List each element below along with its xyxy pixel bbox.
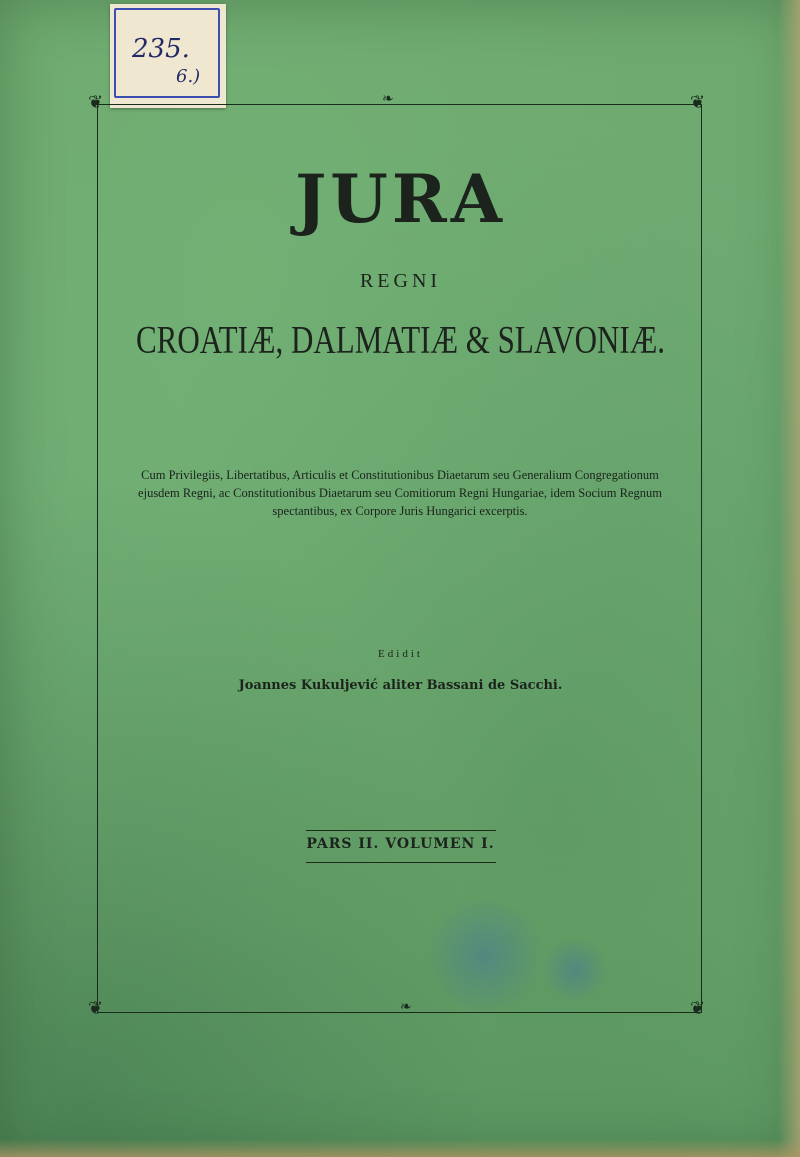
edidit-label: Edidit (378, 648, 423, 660)
scroll-ornament-icon: ❧ (400, 999, 412, 1015)
cover-countries: CROATIÆ, DALMATIÆ & SLAVONIÆ. (135, 317, 666, 362)
scroll-ornament-icon: ❧ (382, 91, 394, 107)
volume-rule-bottom (306, 862, 496, 863)
scroll-ornament-icon: ❦ (88, 998, 104, 1019)
worn-edge-right (778, 0, 800, 1157)
scroll-ornament-icon: ❦ (690, 92, 706, 113)
cover-subtitle: REGNI (359, 270, 442, 292)
scroll-ornament-icon: ❦ (88, 92, 104, 113)
volume-rule-top (306, 830, 496, 831)
shelf-subnumber: 6.) (176, 66, 201, 87)
volume-designation: PARS II. VOLUMEN I. (306, 836, 495, 852)
editor-name: Joannes Kukuljević aliter Bassani de Sacchi. (238, 678, 563, 693)
cover-title: JURA (295, 160, 506, 238)
shelf-number: 235. (132, 34, 190, 64)
worn-edge-bottom (0, 1139, 800, 1157)
library-label (110, 4, 226, 108)
ornamental-frame (97, 104, 702, 1013)
cover-description: Cum Privilegiis, Libertatibus, Articulis et Constitutionibus Diaetarum seu Generalium Congregationum ejusdem Regni, ac Constitutionibus Diaetarum seu Comitiorum Regni Hungariae, idem Socium Regnum spectantibus, ex Corpore Juris Hungarici excerptis. (138, 468, 662, 518)
scroll-ornament-icon: ❦ (690, 998, 706, 1019)
